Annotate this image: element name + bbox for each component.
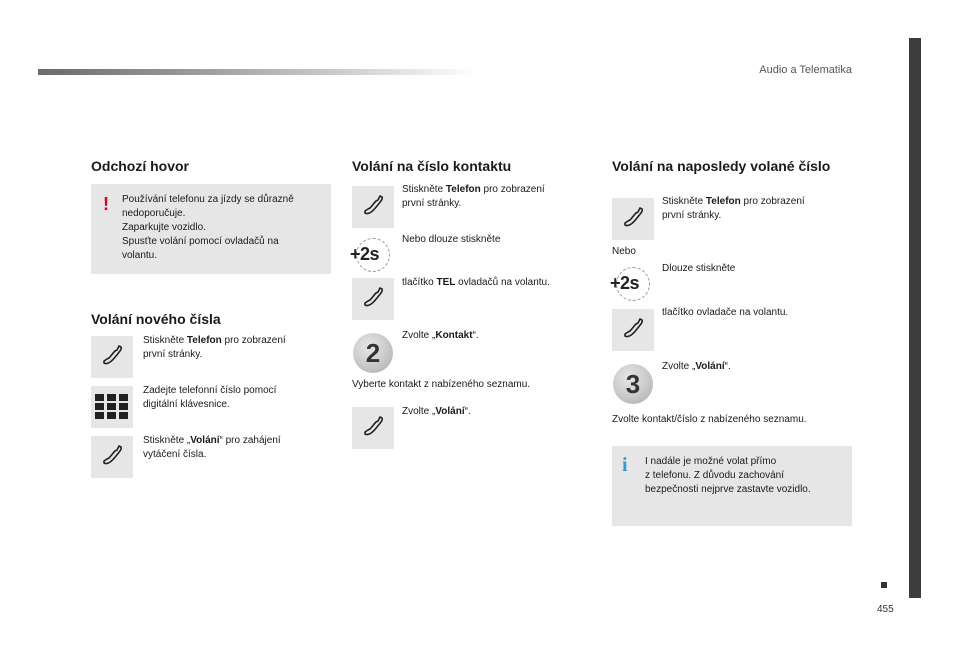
phone-icon xyxy=(91,336,133,378)
info-text: I nadále je možné volat přímo z telefonu. Z důvodu zachování bezpečnosti nejprve zastavte vozidlo. xyxy=(645,456,811,495)
step-number-2: 2 xyxy=(353,333,393,373)
keypad-icon xyxy=(91,386,133,428)
col1-subtitle: Volání nového čísla xyxy=(91,311,221,327)
steering-wheel-knob-icon: +2s xyxy=(350,236,392,278)
page-number: 455 xyxy=(877,604,894,615)
phone-icon xyxy=(612,198,654,240)
side-strip xyxy=(909,38,921,598)
col2-step4-text: Zvolte „Kontakt“. xyxy=(402,330,479,341)
col3-step3-text: tlačítko ovladače na volantu. xyxy=(662,307,789,318)
col1-step3-text: Stiskněte „Volání“ pro zahájení vytáčení čísla. xyxy=(143,435,281,460)
col3-step4-text: Zvolte „Volání“. xyxy=(662,361,731,372)
step-number-3: 3 xyxy=(613,364,653,404)
col3-step1-text: Stiskněte Telefon pro zobrazení první stránky. xyxy=(662,196,805,221)
phone-icon xyxy=(352,186,394,228)
phone-icon xyxy=(352,278,394,320)
col1-step2-text: Zadejte telefonní číslo pomocí digitální klávesnice. xyxy=(143,385,277,410)
phone-icon xyxy=(612,309,654,351)
col1-step1-text: Stiskněte Telefon pro zobrazení první stránky. xyxy=(143,335,286,360)
col3-step2-text: Dlouze stiskněte xyxy=(662,263,736,274)
steering-wheel-knob-icon: +2s xyxy=(610,265,652,307)
col2-step6-text: Zvolte „Volání“. xyxy=(402,406,471,417)
col2-step2-text: Nebo dlouze stiskněte xyxy=(402,234,501,245)
col3-or-label: Nebo xyxy=(612,246,636,257)
header-title: Audio a Telematika xyxy=(759,64,852,76)
col2-step5-text: Vyberte kontakt z nabízeného seznamu. xyxy=(352,379,531,390)
col1-title: Odchozí hovor xyxy=(91,158,189,174)
phone-icon xyxy=(91,436,133,478)
warning-box xyxy=(91,184,331,274)
info-box xyxy=(612,446,852,526)
header-gradient-bar xyxy=(38,69,478,75)
col3-title: Volání na naposledy volané číslo xyxy=(612,158,831,174)
col2-title: Volání na číslo kontaktu xyxy=(352,158,512,174)
col3-step5-text: Zvolte kontakt/číslo z nabízeného seznamu. xyxy=(612,414,807,425)
col2-step1-text: Stiskněte Telefon pro zobrazení první stránky. xyxy=(402,184,545,209)
col2-step3-text: tlačítko TEL ovladačů na volantu. xyxy=(402,277,550,288)
warning-icon: ! xyxy=(103,194,109,214)
warning-text: Používání telefonu za jízdy se důrazně nedoporučuje. Zaparkujte vozidlo. Spusťte volání pomocí ovladačů na volantu. xyxy=(122,194,294,261)
page-marker xyxy=(881,582,887,588)
info-icon: i xyxy=(622,454,628,476)
phone-icon xyxy=(352,407,394,449)
